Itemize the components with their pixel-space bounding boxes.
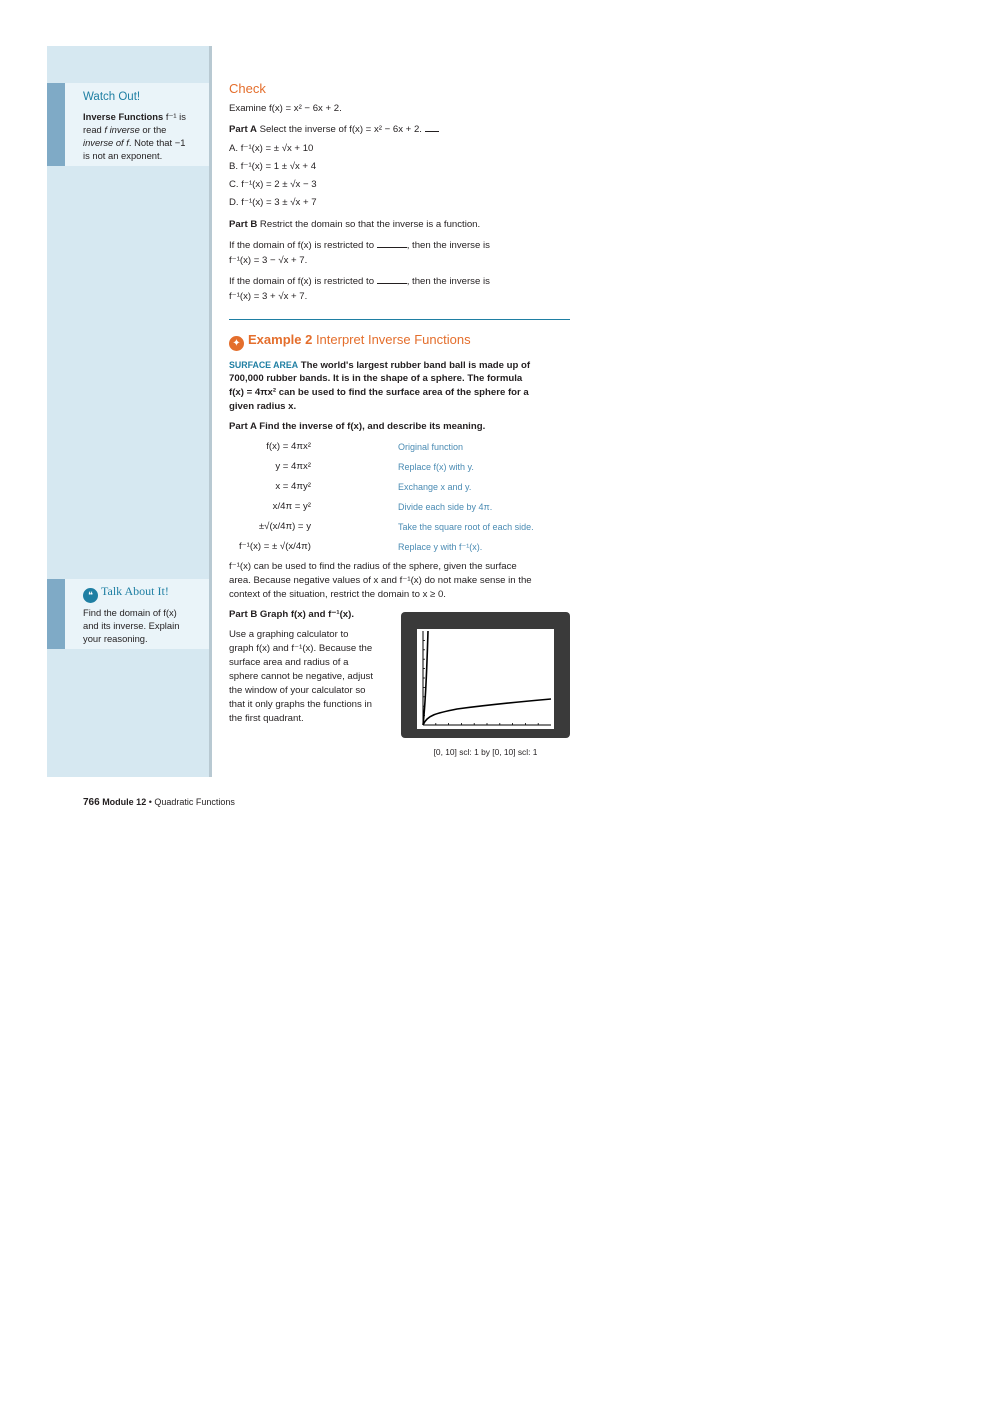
option-b[interactable]: B. f⁻¹(x) = 1 ± √x + 4 xyxy=(229,161,317,172)
restrict-line-2 xyxy=(229,274,490,289)
meaning-text: f⁻¹(x) can be used to find the radius of the sphere, given the surface xyxy=(229,561,517,572)
check-title: Check xyxy=(229,81,266,96)
restrict-text: , then the inverse is xyxy=(406,276,490,287)
domain-blank-2[interactable] xyxy=(377,274,407,284)
restrict-text: If the domain of f(x) is restricted to xyxy=(229,240,375,251)
step-note: Original function xyxy=(398,442,464,452)
step-note: Divide each side by 4π. xyxy=(398,502,493,512)
watch-out-text: f inverse xyxy=(104,124,140,135)
globe-icon: ✦ xyxy=(229,336,244,351)
step-note: Replace y with f⁻¹(x). xyxy=(398,542,483,552)
watch-out-title: Watch Out! xyxy=(83,91,141,103)
example-keyword: SURFACE AREA xyxy=(229,360,299,370)
example-problem-text: 700,000 rubber bands. It is in the shape of a sphere. The formula xyxy=(229,373,523,384)
footer-module: Module 12 xyxy=(99,797,147,807)
note-accent-bar xyxy=(47,579,65,649)
page-footer xyxy=(83,797,235,808)
check-part-a xyxy=(229,122,439,137)
curve-f-inverse xyxy=(423,699,551,725)
option-a[interactable]: A. f⁻¹(x) = ± √x + 10 xyxy=(229,143,314,154)
part-b-text: Restrict the domain so that the inverse is a function. xyxy=(257,219,481,230)
note-accent-bar xyxy=(47,83,65,166)
example-heading xyxy=(229,333,471,351)
footer-topic: Quadratic Functions xyxy=(154,797,235,807)
watch-out-text: read xyxy=(83,124,105,135)
watch-out-text: f⁻¹ is xyxy=(163,111,186,122)
example-problem-line xyxy=(229,358,530,373)
restrict-text: , then the inverse is xyxy=(406,240,490,251)
restrict-inverse-2: f⁻¹(x) = 3 + √x + 7. xyxy=(229,291,308,302)
speech-bubble-icon: ❝ xyxy=(83,588,98,603)
talk-text: your reasoning. xyxy=(83,633,148,644)
graph-text: the first quadrant. xyxy=(229,713,304,724)
talk-text: and its inverse. Explain xyxy=(83,620,180,631)
example-label: Example 2 xyxy=(248,332,313,347)
graph-text: sphere cannot be negative, adjust xyxy=(229,671,374,682)
example-problem-text: The world's largest rubber band ball is made up of xyxy=(298,360,531,371)
watch-out-note xyxy=(47,83,209,166)
step-equation: ±√(x/4π) = y xyxy=(258,521,311,532)
graph-text: the window of your calculator so xyxy=(229,685,366,696)
check-examine: Examine f(x) = x² − 6x + 2. xyxy=(229,103,342,114)
talk-title: Talk About It! xyxy=(101,584,169,598)
restrict-line-1 xyxy=(229,238,490,253)
meaning-text: context of the situation, restrict the domain to x ≥ 0. xyxy=(229,589,446,600)
graph-text: graph f(x) and f⁻¹(x). Because the xyxy=(229,643,373,654)
step-note: Take the square root of each side. xyxy=(398,522,534,532)
part-b-label: Part B xyxy=(229,219,258,230)
example-problem-text: f(x) = 4πx² can be used to find the surface area of the sphere for a xyxy=(229,387,529,398)
section-divider xyxy=(229,319,570,320)
step-note: Replace f(x) with y. xyxy=(398,462,474,472)
sidebar-rule xyxy=(209,46,212,777)
domain-blank-1[interactable] xyxy=(377,238,407,248)
graph-window-caption: [0, 10] scl: 1 by [0, 10] scl: 1 xyxy=(433,747,538,757)
example-part-a: Part A Find the inverse of f(x), and describe its meaning. xyxy=(229,421,486,432)
watch-out-text: . Note that −1 xyxy=(128,137,186,148)
watch-out-text: is not an exponent. xyxy=(83,150,163,161)
step-equation: x/4π = y² xyxy=(272,501,311,512)
graph-text: Use a graphing calculator to xyxy=(229,629,349,640)
part-a-text: Select the inverse of f(x) = x² − 6x + 2. xyxy=(256,124,422,135)
calculator-display xyxy=(417,629,554,729)
example-problem-text: given radius x. xyxy=(229,401,297,412)
talk-about-it-note xyxy=(47,579,209,649)
meaning-text: area. Because negative values of x and f⁻¹(x) do not make sense in the xyxy=(229,575,532,586)
graph-text: surface area and radius of a xyxy=(229,657,349,668)
watch-out-text: inverse of f xyxy=(83,137,129,148)
restrict-text: If the domain of f(x) is restricted to xyxy=(229,276,375,287)
step-equation: y = 4πx² xyxy=(275,461,311,472)
option-c[interactable]: C. f⁻¹(x) = 2 ± √x − 3 xyxy=(229,179,317,190)
graph-text: that it only graphs the functions in xyxy=(229,699,372,710)
watch-out-text: or the xyxy=(139,124,167,135)
step-note: Exchange x and y. xyxy=(398,482,472,492)
footer-separator: • xyxy=(146,797,155,807)
answer-blank[interactable] xyxy=(425,122,439,132)
restrict-inverse-1: f⁻¹(x) = 3 − √x + 7. xyxy=(229,255,308,266)
check-part-b xyxy=(229,218,480,232)
step-equation: f⁻¹(x) = ± √(x/4π) xyxy=(238,541,311,552)
part-a-label: Part A xyxy=(229,124,257,135)
page-number: 766 xyxy=(83,797,100,808)
function-graph xyxy=(417,629,554,729)
step-equation: f(x) = 4πx² xyxy=(266,441,311,452)
option-d[interactable]: D. f⁻¹(x) = 3 ± √x + 7 xyxy=(229,197,317,208)
talk-text: Find the domain of f(x) xyxy=(83,607,177,618)
example-subtitle: Interpret Inverse Functions xyxy=(312,332,471,347)
graphing-calculator-screen xyxy=(401,612,570,738)
example-part-b: Part B Graph f(x) and f⁻¹(x). xyxy=(229,609,354,620)
watch-out-term: Inverse Functions xyxy=(83,111,164,122)
step-equation: x = 4πy² xyxy=(275,481,311,492)
